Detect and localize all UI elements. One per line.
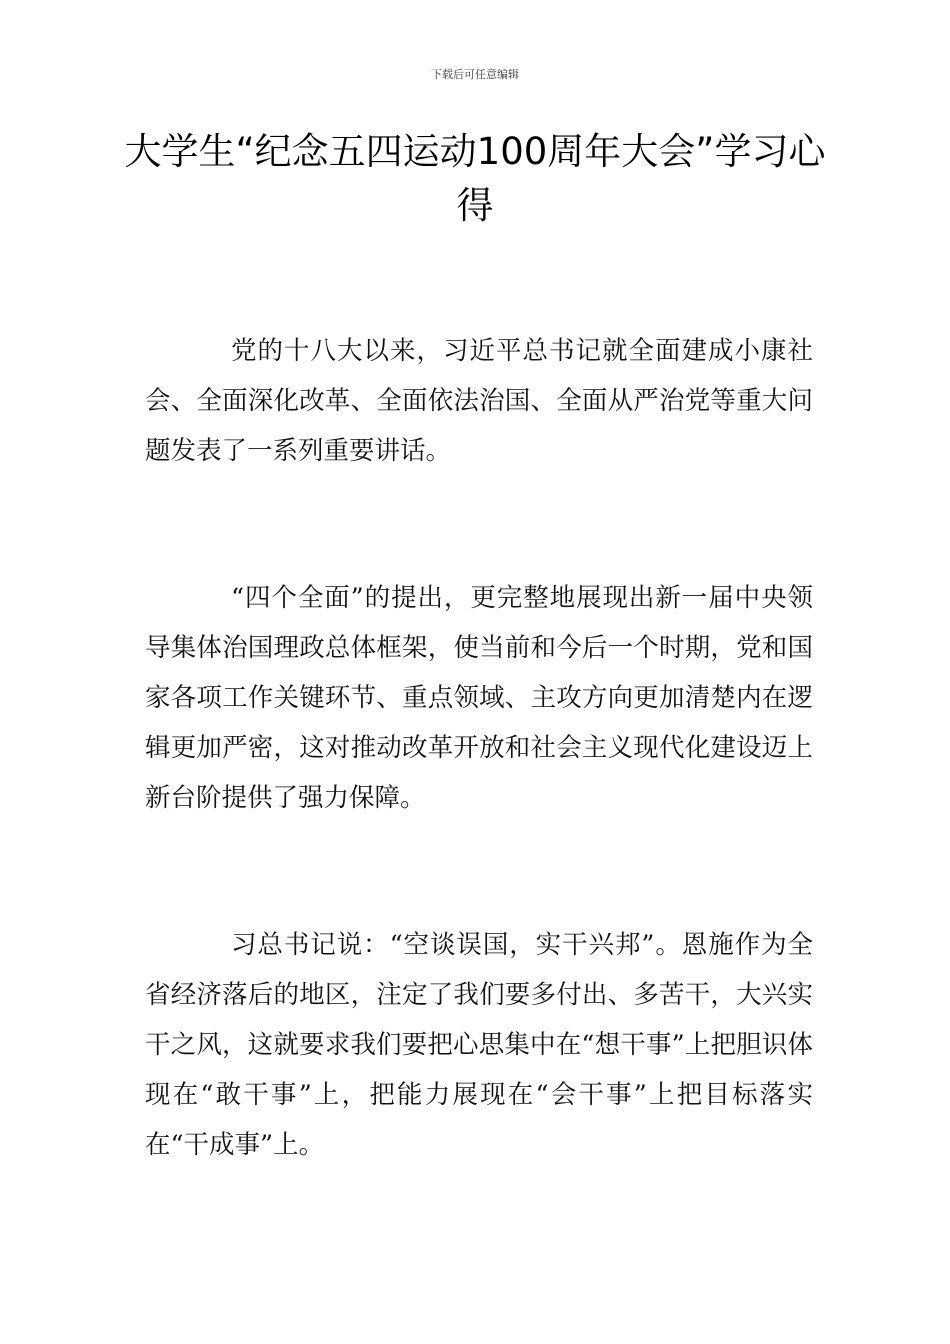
document-title: 大学生“纪念五四运动100周年大会”学习心得 (124, 130, 826, 227)
paragraph: “四个全面”的提出，更完整地展现出新一届中央领导集体治国理政总体框架，使当前和今后一个时期，党和国家各项工作关键环节、重点领域、主攻方向更加清楚内在逻辑更加严密，这对推动改革开放和社会主义现代化建设迈上新台阶提供了强力保障。 (145, 583, 813, 813)
paragraph: 党的十八大以来，习近平总书记就全面建成小康社会、全面深化改革、全面依法治国、全面从严治党等重大问题发表了一系列重要讲话。 (145, 336, 813, 466)
header-note: 下载后可任意编辑 (431, 68, 519, 81)
paragraph: 习总书记说：“空谈误国，实干兴邦”。恩施作为全省经济落后的地区，注定了我们要多付出、多苦干，大兴实干之风，这就要求我们要把心思集中在“想干事”上把胆识体现在“敢干事”上，把能力展现在“会干事”上把目标落实在“干成事”上。 (145, 930, 813, 1160)
